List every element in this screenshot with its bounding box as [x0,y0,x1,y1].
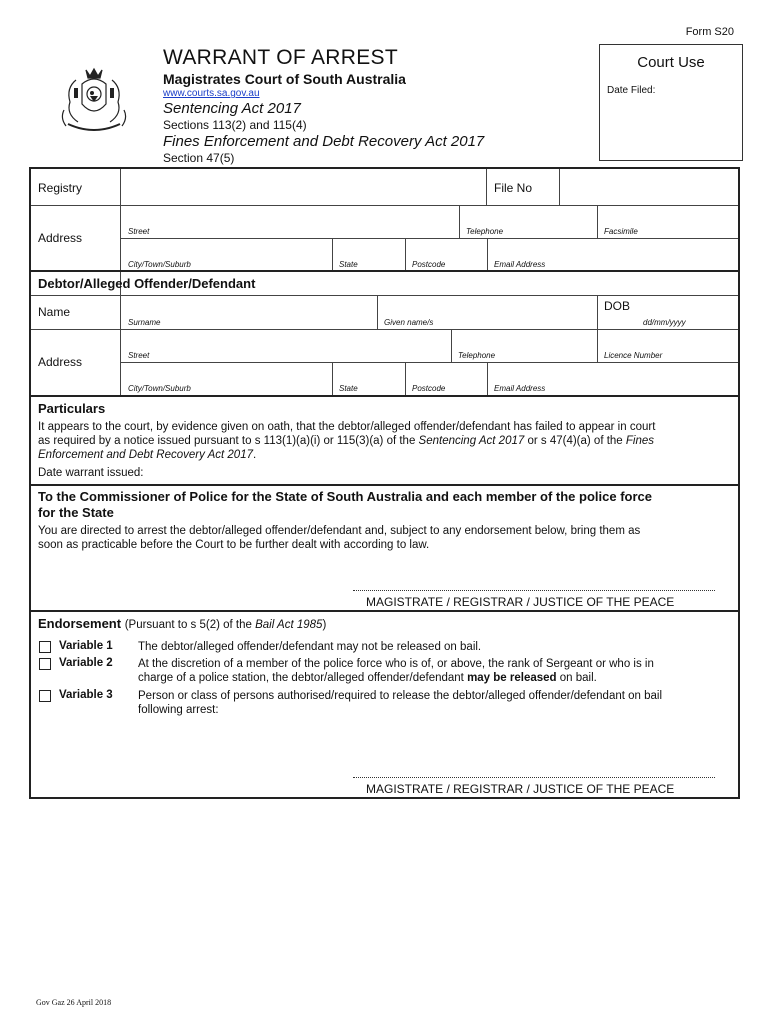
licence-number-caption: Licence Number [604,351,663,360]
debtor-state-caption: State [339,384,358,393]
endorsement-heading: Endorsement (Pursuant to s 5(2) of the Bail Act 1985) [38,616,327,631]
act-fines: Fines Enforcement and Debt Recovery Act 2017 [163,133,485,150]
act-sentencing-sections: Sections 113(2) and 115(4) [163,118,307,132]
divider [405,238,406,270]
registry-city-caption: City/Town/Suburb [128,260,191,269]
debtor-name-label: Name [38,305,71,319]
divider [597,205,598,238]
variable-1-checkbox[interactable] [39,641,51,653]
file-no-label: File No [494,181,533,195]
divider [120,238,738,239]
divider [487,238,488,270]
divider [332,362,333,395]
page-title: WARRANT OF ARREST [163,46,398,69]
endorsement-signature-line[interactable] [353,777,715,778]
registry-telephone-caption: Telephone [466,227,504,236]
registry-state-caption: State [339,260,358,269]
divider [451,329,452,362]
divider [31,610,738,612]
debtor-email-caption: Email Address [494,384,546,393]
commissioner-text: You are directed to arrest the debtor/alleged offender/defendant and, subject to any endorsement below, bring them as soon as practicable before the Court to be further dealt with according to law. [38,525,641,551]
coat-of-arms-icon [56,66,132,140]
dob-format-caption: dd/mm/yyyy [643,318,686,327]
variable-2-label: Variable 2 [59,657,113,669]
variable-1-text: The debtor/alleged offender/defendant may not be released on bail. [138,641,482,653]
registry-field[interactable] [121,169,485,204]
divider [405,362,406,395]
divider [31,205,738,206]
debtor-telephone-caption: Telephone [458,351,496,360]
particulars-heading: Particulars [38,401,106,416]
signature-line[interactable] [353,590,715,591]
act-sentencing: Sentencing Act 2017 [163,100,301,117]
divider [31,295,738,296]
registry-street-caption: Street [128,227,150,236]
registry-email-caption: Email Address [494,260,546,269]
debtor-street-caption: Street [128,351,150,360]
registry-address-label: Address [38,231,83,245]
court-use-box [599,44,743,161]
header [163,46,484,166]
variable-3-checkbox[interactable] [39,690,51,702]
file-no-field[interactable] [560,169,738,204]
divider [31,395,738,397]
form-frame [29,167,740,799]
registry-postcode-caption: Postcode [412,260,446,269]
variable-1-label: Variable 1 [59,640,113,652]
gazette-footer: Gov Gaz 26 April 2018 [36,998,112,1007]
divider [487,362,488,395]
divider [486,169,487,205]
dob-label: DOB [604,299,631,313]
date-issued-label: Date warrant issued: [38,467,144,479]
commissioner-heading: To the Commissioner of Police for the State of South Australia and each member of the police force for the State [38,489,652,520]
debtor-postcode-caption: Postcode [412,384,446,393]
variable-2-checkbox[interactable] [39,658,51,670]
divider [377,295,378,329]
divider [120,295,121,395]
date-filed-label: Date Filed: [607,85,656,96]
variable-2-text: At the discretion of a member of the police force who is of, or above, the rank of Sergeant or who is in charge of a police station, the debtor/alleged offender/defendant may be released on bail. [138,658,654,684]
divider [332,238,333,270]
signatory-caption: MAGISTRATE / REGISTRAR / JUSTICE OF THE PEACE [366,595,675,609]
divider [31,484,738,486]
divider [31,270,738,272]
endorsement-signatory-caption: MAGISTRATE / REGISTRAR / JUSTICE OF THE PEACE [366,782,675,796]
variable-3-text: Person or class of persons authorised/required to release the debtor/alleged offender/defendant on bail following arrest: [138,690,663,716]
particulars-text: It appears to the court, by evidence given on oath, that the debtor/alleged offender/defendant has failed to appear in court as required by a notice issued pursuant to s 113(1)(a)(i) or 115(3)(a) of the Sentencing Act 2017 or s 47(4)(a) of the Fines Enforcement and Debt Recovery Act 2017. [38,421,656,461]
variable-3-label: Variable 3 [59,689,113,701]
divider [120,362,738,363]
divider [31,329,738,330]
court-website-link[interactable]: www.courts.sa.gov.au [163,88,260,99]
act-fines-section: Section 47(5) [163,151,235,165]
surname-caption: Surname [128,318,161,327]
registry-facsimile-caption: Facsimile [604,227,638,236]
court-name: Magistrates Court of South Australia [163,71,406,87]
debtor-address-label: Address [38,355,83,369]
divider [597,295,598,329]
debtor-heading: Debtor/Alleged Offender/Defendant [38,276,256,291]
given-names-caption: Given name/s [384,318,434,327]
court-use-title: Court Use [637,54,705,71]
divider [459,205,460,238]
divider [597,329,598,362]
form-number: Form S20 [685,26,734,38]
registry-label: Registry [38,181,83,195]
debtor-city-caption: City/Town/Suburb [128,384,191,393]
